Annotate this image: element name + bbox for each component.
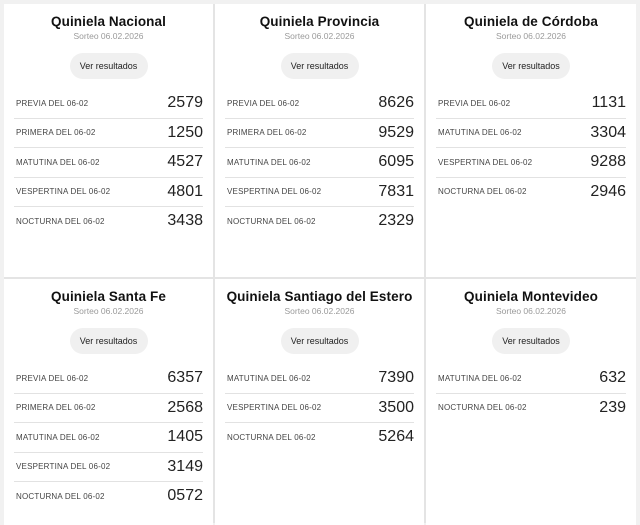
draw-number: 239 [599,398,626,416]
draw-label: MATUTINA DEL 06-02 [438,128,522,138]
draw-label: VESPERTINA DEL 06-02 [438,157,533,167]
draw-label: NOCTURNA DEL 06-02 [16,491,105,501]
card-date: Sorteo 06.02.2026 [73,306,144,316]
results-list [436,364,626,422]
draw-label: PREVIA DEL 06-02 [227,98,300,108]
list-item [14,453,203,483]
card-date: Sorteo 06.02.2026 [496,31,566,41]
draw-label: VESPERTINA DEL 06-02 [16,462,111,472]
list-item [14,394,203,424]
card-date: Sorteo 06.02.2026 [284,31,355,41]
list-item [436,89,626,119]
list-item [14,178,203,208]
draw-label: PRIMERA DEL 06-02 [16,403,96,413]
list-item [14,119,203,149]
results-list [225,89,414,236]
draw-label: MATUTINA DEL 06-02 [227,373,311,383]
list-item [225,178,414,208]
draw-number: 3438 [167,212,203,230]
draw-label: MATUTINA DEL 06-02 [227,157,311,167]
list-item [14,89,203,119]
results-list [14,89,203,236]
draw-number: 3500 [378,398,414,416]
card-title: Quiniela Santiago del Estero [226,289,413,304]
draw-label: MATUTINA DEL 06-02 [438,373,522,383]
draw-label: MATUTINA DEL 06-02 [16,432,100,442]
draw-number: 1250 [167,123,203,141]
list-item [225,148,414,178]
list-item [14,482,203,511]
list-item [14,364,203,394]
draw-number: 7831 [378,182,414,200]
list-item [14,423,203,453]
card-quiniela-provincia [215,4,424,277]
card-title: Quiniela Montevideo [464,289,598,304]
draw-number: 1131 [591,94,626,112]
card-title: Quiniela de Córdoba [464,14,598,29]
list-item [14,207,203,236]
draw-number: 3149 [167,457,203,475]
list-item [225,364,414,394]
draw-label: PREVIA DEL 06-02 [438,98,511,108]
list-item [225,89,414,119]
card-title: Quiniela Santa Fe [51,289,166,304]
draw-number: 6357 [167,369,203,387]
card-title: Quiniela Nacional [51,14,166,29]
results-list [225,364,414,452]
draw-number: 3304 [590,123,626,141]
draw-number: 4527 [167,153,203,171]
ver-resultados-button[interactable]: Ver resultados [492,328,570,354]
ver-resultados-button[interactable]: Ver resultados [492,53,570,79]
list-item [225,207,414,236]
draw-number: 8626 [378,94,414,112]
card-title: Quiniela Provincia [259,14,380,29]
card-date: Sorteo 06.02.2026 [496,306,566,316]
card-quiniela-cordoba [426,4,636,277]
draw-label: NOCTURNA DEL 06-02 [227,216,316,226]
draw-label: VESPERTINA DEL 06-02 [227,187,322,197]
results-list [14,364,203,511]
list-item [225,119,414,149]
draw-label: VESPERTINA DEL 06-02 [16,187,111,197]
list-item [225,423,414,452]
draw-number: 6095 [378,153,414,171]
list-item [225,394,414,424]
draw-number: 2568 [167,398,203,416]
draw-number: 9288 [590,153,626,171]
draw-number: 2329 [378,212,414,230]
draw-number: 2579 [167,94,203,112]
card-quiniela-santiago-del-estero [215,279,424,525]
card-date: Sorteo 06.02.2026 [73,31,144,41]
list-item [436,178,626,207]
draw-number: 7390 [378,369,414,387]
results-grid [4,4,636,523]
list-item [436,364,626,394]
draw-label: MATUTINA DEL 06-02 [16,157,100,167]
list-item [436,394,626,423]
draw-label: PRIMERA DEL 06-02 [16,128,96,138]
draw-label: PREVIA DEL 06-02 [16,373,89,383]
ver-resultados-button[interactable]: Ver resultados [70,328,148,354]
draw-number: 5264 [378,428,414,446]
list-item [436,119,626,149]
card-quiniela-santa-fe [4,279,213,525]
draw-label: NOCTURNA DEL 06-02 [438,403,527,413]
list-item [14,148,203,178]
card-date: Sorteo 06.02.2026 [284,306,355,316]
draw-label: NOCTURNA DEL 06-02 [227,432,316,442]
list-item [436,148,626,178]
draw-label: PREVIA DEL 06-02 [16,98,89,108]
draw-number: 1405 [167,428,203,446]
draw-number: 4801 [167,182,203,200]
draw-number: 0572 [167,487,203,505]
draw-number: 632 [599,369,626,387]
draw-label: NOCTURNA DEL 06-02 [438,187,527,197]
draw-label: VESPERTINA DEL 06-02 [227,403,322,413]
card-quiniela-montevideo [426,279,636,525]
draw-number: 9529 [378,123,414,141]
card-quiniela-nacional [4,4,213,277]
ver-resultados-button[interactable]: Ver resultados [70,53,148,79]
draw-number: 2946 [590,182,626,200]
ver-resultados-button[interactable]: Ver resultados [281,328,359,354]
ver-resultados-button[interactable]: Ver resultados [281,53,359,79]
draw-label: NOCTURNA DEL 06-02 [16,216,105,226]
results-list [436,89,626,206]
draw-label: PRIMERA DEL 06-02 [227,128,307,138]
